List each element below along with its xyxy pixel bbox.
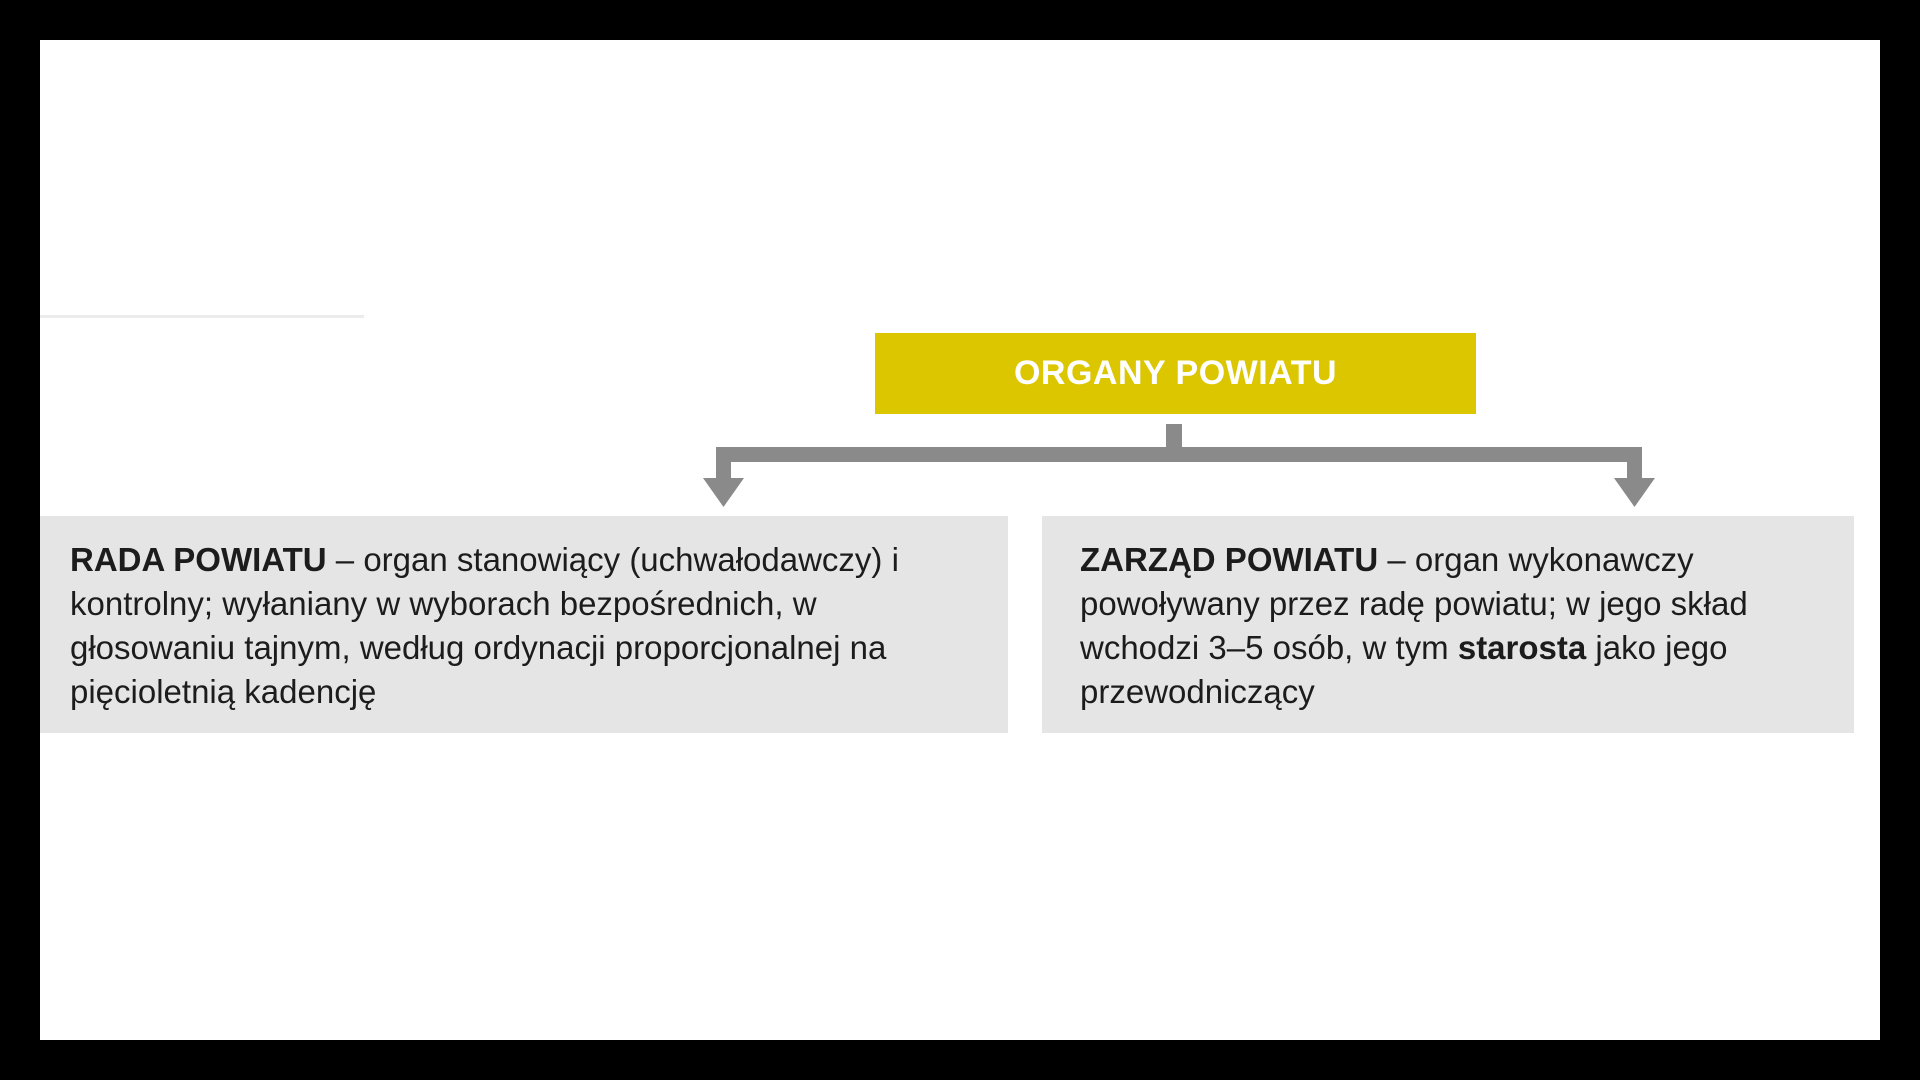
connector-shape [703,424,1655,507]
connector-right-drop [1627,447,1642,480]
connector-left-drop [716,447,731,480]
zarzad-powiatu-description-end: jako jego przewodniczący [1080,629,1728,710]
zarzad-powiatu-box [1042,516,1854,733]
root-node-label: ORGANY POWIATU [1013,354,1338,392]
arrowhead-right-icon [1614,478,1655,507]
rada-powiatu-description: – organ stanowiący (uchwałodawczy) i kontrolny; wyłaniany w wyborach bezpośrednich, w głosowaniu tajnym, według ordynacji proporcjonalnej na pięcioletnią kadencję [70,541,899,710]
connector-bar [716,447,1642,462]
rada-powiatu-box [40,516,1008,733]
starosta-highlight: starosta [1457,629,1587,666]
zarzad-powiatu-term: ZARZĄD POWIATU [1080,541,1379,578]
zarzad-powiatu-description-start: – organ wykonawczy powoływany przez radę powiatu; w jego skład wchodzi 3–5 osób, w tym [1080,541,1748,666]
rada-powiatu-term: RADA POWIATU [70,541,327,578]
slide [40,40,1880,1040]
arrowhead-left-icon [703,478,744,507]
